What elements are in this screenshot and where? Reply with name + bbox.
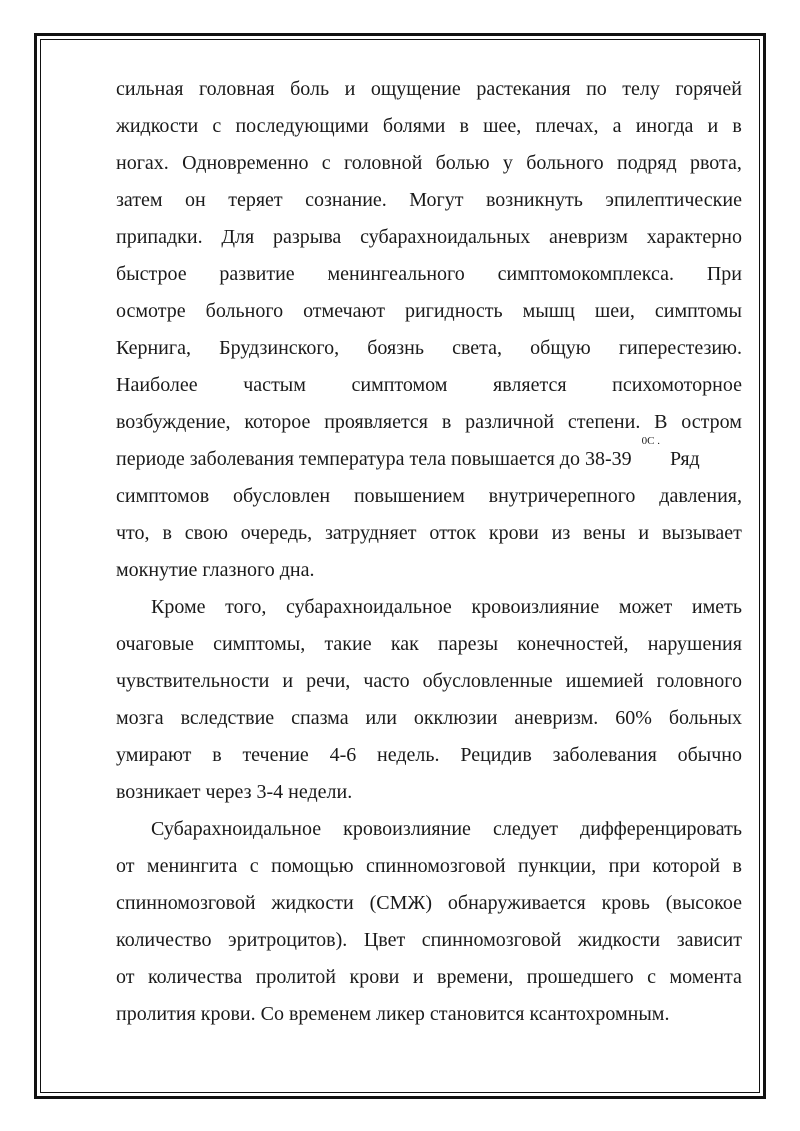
text-line <box>116 996 742 1033</box>
word: эпилептические <box>605 189 742 211</box>
text-line-continuation: Ряд <box>665 448 700 470</box>
word: боль <box>290 78 330 100</box>
word: больных <box>668 707 742 729</box>
text-line-content: пролития крови. Со временем ликер становится ксантохромным. <box>116 1003 670 1025</box>
word: 4-6 <box>329 744 357 766</box>
word: чувствительности <box>116 670 270 692</box>
word: повышением <box>353 485 465 507</box>
document-body-text <box>116 71 742 1033</box>
text-line <box>116 848 742 885</box>
word: которой <box>652 855 721 877</box>
word: пункции, <box>517 855 597 877</box>
word: является <box>493 374 567 396</box>
word: общую <box>530 337 591 359</box>
word: плечах, <box>535 115 599 137</box>
word: психомоторное <box>612 374 742 396</box>
word: с <box>212 115 222 137</box>
text-line <box>116 478 742 515</box>
text-line <box>116 256 742 293</box>
word: ногах. <box>116 152 169 174</box>
word: жидкости <box>116 115 199 137</box>
word: может <box>618 596 673 618</box>
word: кровь <box>601 892 650 914</box>
word: осмотре <box>116 300 186 322</box>
word: головного <box>656 670 742 692</box>
text-line <box>116 435 742 478</box>
word: очередь, <box>240 522 313 544</box>
word: обнаруживается <box>447 892 586 914</box>
text-line <box>116 182 742 219</box>
text-line <box>116 663 742 700</box>
word: вследствие <box>180 707 275 729</box>
word: субарахноидальное <box>285 596 452 618</box>
word: симптомов <box>116 485 210 507</box>
word: телу <box>622 78 660 100</box>
word: симптомом <box>351 374 448 396</box>
word: Одновременно <box>182 152 309 174</box>
word: и <box>638 522 650 544</box>
word: в <box>732 115 742 137</box>
word: парезы <box>438 633 499 655</box>
word: последующими <box>235 115 369 137</box>
word: в <box>441 411 452 433</box>
word: с <box>321 152 331 174</box>
word: свою <box>184 522 228 544</box>
word: ощущение <box>370 78 461 100</box>
text-line <box>116 330 742 367</box>
word: кровоизлияние <box>343 818 471 840</box>
text-line <box>116 626 742 663</box>
word: иметь <box>691 596 742 618</box>
text-line <box>116 811 742 848</box>
text-line <box>116 515 742 552</box>
word: мозга <box>116 707 164 729</box>
word: гиперестезию. <box>618 337 742 359</box>
word: остром <box>681 411 742 433</box>
word: давления, <box>659 485 742 507</box>
word: подряд <box>616 152 677 174</box>
word: Брудзинского, <box>219 337 340 359</box>
word: речи, <box>306 670 351 692</box>
word: течение <box>242 744 309 766</box>
word: обычно <box>677 744 742 766</box>
word: различной <box>465 411 555 433</box>
word: с <box>249 855 259 877</box>
word: степени. <box>567 411 641 433</box>
word: количества <box>147 966 243 988</box>
text-line <box>116 737 742 774</box>
word: крови <box>349 966 400 988</box>
text-line <box>116 922 742 959</box>
word: а <box>612 115 622 137</box>
word: в <box>212 744 222 766</box>
word: проявляется <box>324 411 429 433</box>
word: при <box>608 855 641 877</box>
word: нарушения <box>647 633 742 655</box>
word: из <box>551 522 571 544</box>
word: по <box>586 78 607 100</box>
word: окклюзии <box>413 707 498 729</box>
word: отмечают <box>303 300 385 322</box>
word: спинномозговой <box>116 892 256 914</box>
word: Кроме <box>151 596 206 618</box>
word: возбуждение, <box>116 411 231 433</box>
text-line <box>116 959 742 996</box>
word: боязнь <box>367 337 424 359</box>
word: Рецидив <box>460 744 532 766</box>
word: В <box>654 411 668 433</box>
word: растекания <box>476 78 571 100</box>
word: вызывает <box>661 522 742 544</box>
word: заболевания <box>552 744 657 766</box>
paragraph <box>116 811 742 1033</box>
word: характерно <box>646 226 742 248</box>
word: кровоизлияние <box>471 596 600 618</box>
degree-superscript: 0С . <box>641 435 660 447</box>
word: спазма <box>291 707 349 729</box>
word: умирают <box>116 744 192 766</box>
word: помощью <box>271 855 354 877</box>
word: от <box>116 966 135 988</box>
word: в <box>162 522 172 544</box>
word: горячей <box>675 78 742 100</box>
word: симптомы, <box>213 633 306 655</box>
word: количество <box>116 929 212 951</box>
word: в <box>732 855 742 877</box>
word: такие <box>324 633 372 655</box>
word: дифференцировать <box>580 818 742 840</box>
word: от <box>116 855 135 877</box>
paragraph <box>116 589 742 811</box>
text-line <box>116 108 742 145</box>
word: симптомокомплекса. <box>497 263 675 285</box>
word: ригидность <box>404 300 503 322</box>
text-line <box>116 145 742 182</box>
word: что, <box>116 522 150 544</box>
word: частым <box>243 374 306 396</box>
text-line-content: периоде заболевания температура тела повышается до 38-39 <box>116 448 637 470</box>
word: аневризм. <box>514 707 599 729</box>
word: и <box>412 966 424 988</box>
word: менингеального <box>327 263 465 285</box>
word: затрудняет <box>325 522 417 544</box>
text-line <box>116 885 742 922</box>
word: быстрое <box>116 263 187 285</box>
word: менингита <box>146 855 238 877</box>
word: момента <box>669 966 742 988</box>
text-line <box>116 552 742 589</box>
text-line <box>116 774 742 811</box>
word: мышц <box>522 300 575 322</box>
word: 60% <box>615 707 652 729</box>
word: он <box>185 189 206 211</box>
word: теряет <box>228 189 283 211</box>
word: отток <box>429 522 476 544</box>
word: и <box>282 670 294 692</box>
text-line <box>116 367 742 404</box>
text-line-content: мокнутие глазного дна. <box>116 559 315 581</box>
word: или <box>365 707 397 729</box>
word: прошедшего <box>526 966 634 988</box>
word: разрыва <box>273 226 342 248</box>
text-line <box>116 700 742 737</box>
word: спинномозговой <box>365 855 506 877</box>
word: времени, <box>437 966 514 988</box>
word: шее, <box>483 115 522 137</box>
word: Цвет <box>363 929 406 951</box>
word: вены <box>583 522 626 544</box>
word: жидкости <box>577 929 661 951</box>
word: с <box>647 966 657 988</box>
word: следует <box>492 818 558 840</box>
word: которое <box>244 411 311 433</box>
word: возникнуть <box>485 189 583 211</box>
word: очаговые <box>116 633 194 655</box>
word: субарахноидальных <box>360 226 531 248</box>
word: припадки. <box>116 226 203 248</box>
word: больного <box>205 300 284 322</box>
word: симптомы <box>654 300 742 322</box>
word: развитие <box>219 263 295 285</box>
word: рвота, <box>690 152 742 174</box>
word: как <box>390 633 419 655</box>
word: аневризм <box>549 226 628 248</box>
word: больного <box>526 152 604 174</box>
word: Субарахноидальное <box>151 818 322 840</box>
word: Наиболее <box>116 374 198 396</box>
word: головной <box>344 152 423 174</box>
word: обусловленные <box>422 670 553 692</box>
word: внутричерепного <box>488 485 636 507</box>
word: эритроцитов). <box>228 929 348 951</box>
word: затем <box>116 189 163 211</box>
word: в <box>459 115 469 137</box>
word: Для <box>221 226 255 248</box>
word: того, <box>225 596 267 618</box>
word: иногда <box>635 115 694 137</box>
word: недель. <box>377 744 440 766</box>
text-line-content: возникает через 3-4 недели. <box>116 781 353 803</box>
word: При <box>706 263 742 285</box>
word: сознание. <box>305 189 387 211</box>
word: и <box>344 78 356 100</box>
word: (высокое <box>665 892 742 914</box>
word: болями <box>382 115 446 137</box>
word: часто <box>363 670 410 692</box>
word: и <box>707 115 719 137</box>
word: шеи, <box>594 300 635 322</box>
word: крови <box>488 522 539 544</box>
text-line <box>116 219 742 256</box>
word: у <box>502 152 513 174</box>
word: болью <box>435 152 490 174</box>
paragraph <box>116 71 742 589</box>
word: спинномозговой <box>421 929 562 951</box>
text-line <box>116 589 742 626</box>
word: жидкости <box>271 892 354 914</box>
word: света, <box>452 337 503 359</box>
word: ишемией <box>565 670 644 692</box>
word: Могут <box>409 189 464 211</box>
word: обусловлен <box>233 485 331 507</box>
word: зависит <box>676 929 742 951</box>
word: сильная <box>116 78 184 100</box>
word: конечностей, <box>517 633 629 655</box>
text-line <box>116 71 742 108</box>
word: Кернига, <box>116 337 191 359</box>
word: пролитой <box>255 966 336 988</box>
text-line <box>116 293 742 330</box>
word: головная <box>198 78 275 100</box>
word: (СМЖ) <box>369 892 432 914</box>
